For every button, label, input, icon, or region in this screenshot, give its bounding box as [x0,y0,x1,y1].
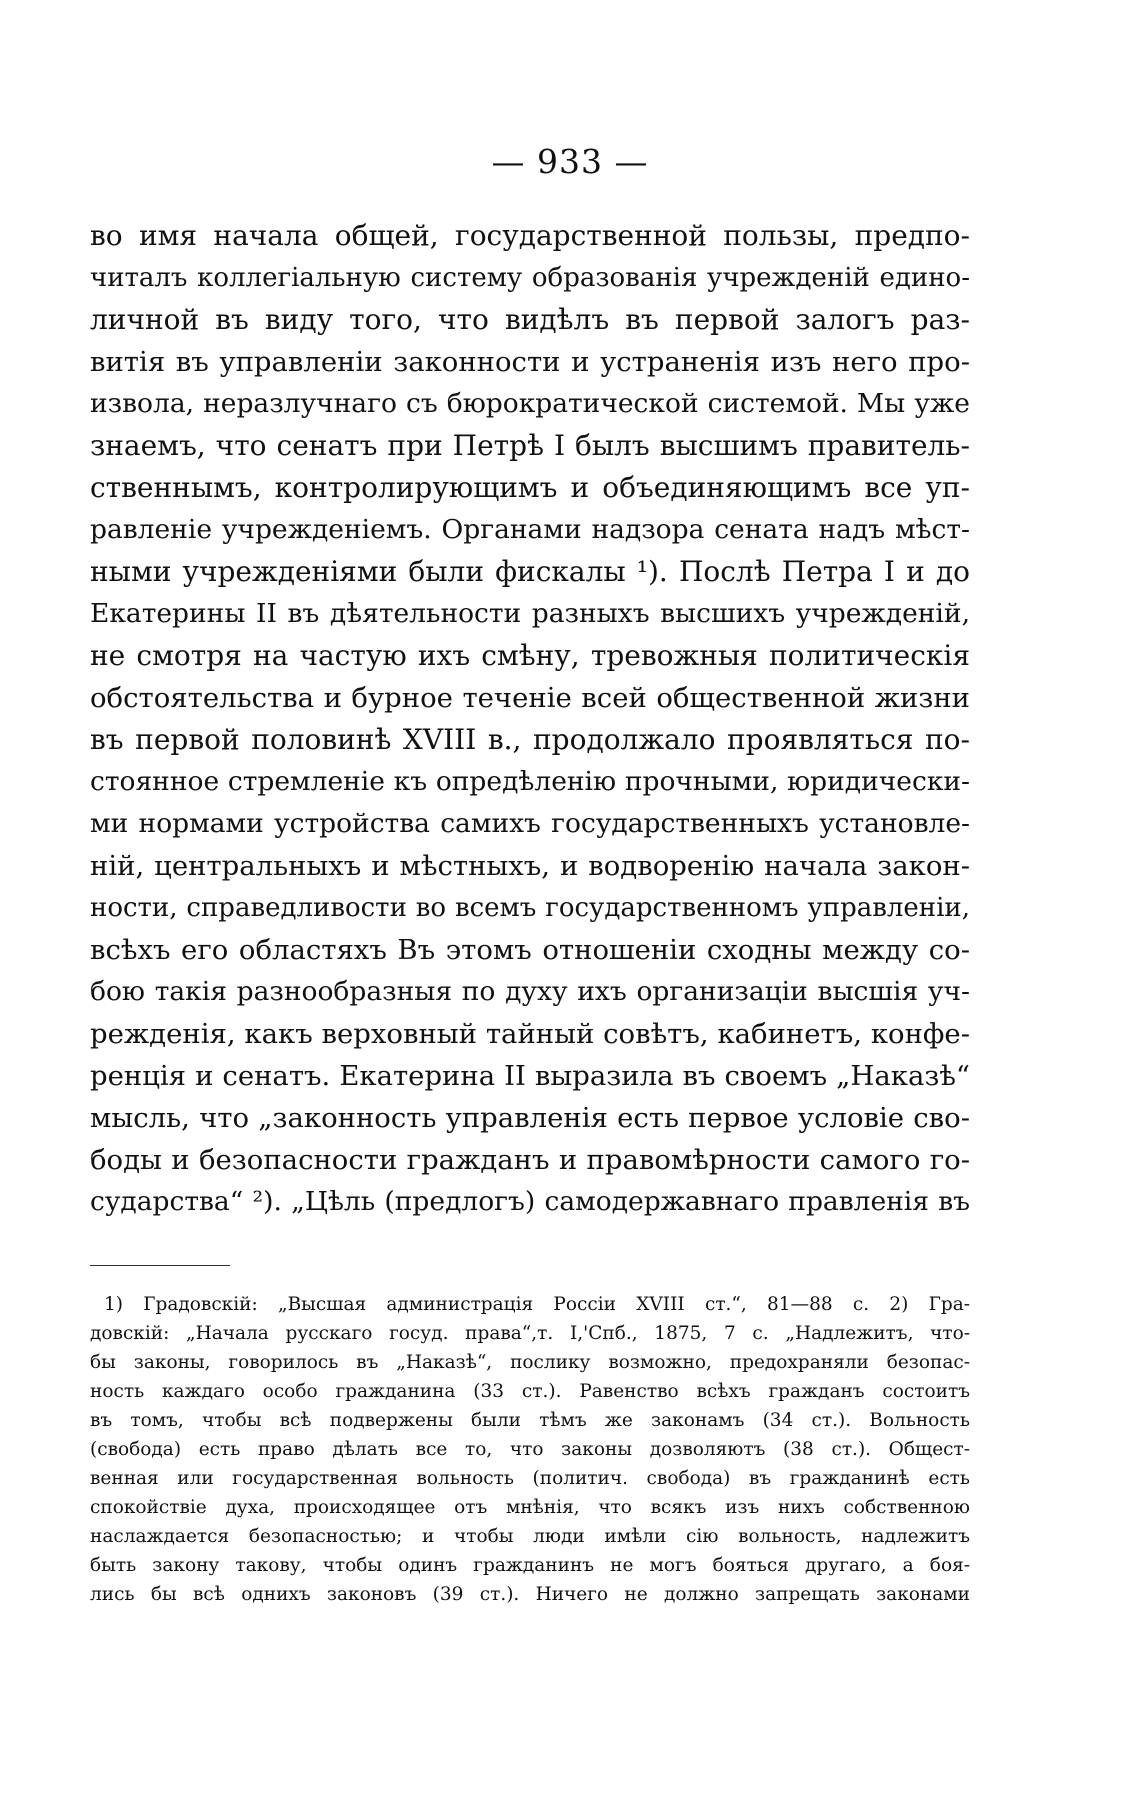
footnote-line: ность каждаго особо гражданина (33 ст.). Равенство всѣхъ гражданъ состоитъ [90,1381,970,1402]
text-line: ній, центральныхъ и мѣстныхъ, и водворенію начала закон- [90,850,970,882]
footnote-line: въ томъ, чтобы всѣ подвержены были тѣмъ же законамъ (34 ст.). Вольность [90,1410,970,1431]
text-line: обстоятельства и бурное теченіе всей общественной жизни [90,682,970,714]
text-line: во имя начала общей, государственной пользы, предпо- [90,219,970,252]
footnote-line: 1) Градовскій: „Высшая администрація Россіи XVIII ст.“, 81—88 с. 2) Гра- [104,1294,970,1315]
text-line: Екатерины II въ дѣятельности разныхъ высшихъ учрежденій, [90,598,970,629]
text-line: сударства“ ²). „Цѣль (предлогъ) самодержавнаго правленія въ [90,1186,970,1217]
text-line: въ первой половинѣ XVIII в., продолжало проявляться по- [90,723,970,756]
text-line: стоянное стремленіе къ опредѣленію прочными, юридически- [90,766,970,797]
text-line: извола, неразлучнаго съ бюрократической системой. Мы уже [90,388,970,419]
text-line: не смотря на частую ихъ смѣну, тревожныя политическія [90,639,970,672]
footnote-line: быть закону такову, чтобы одинъ гражданинъ не могъ бояться другаго, а боя- [90,1555,970,1576]
text-line: ными учрежденіями были фискалы ¹). Послѣ Петра I и до [90,555,970,588]
footnote-line: лись бы всѣ однихъ законовъ (39 ст.). Ничего не должно запрещать законами [90,1584,970,1605]
text-line: ми нормами устройства самихъ государственныхъ установле- [90,808,970,839]
text-line: ности, справедливости во всемъ государственномъ управленіи, [90,893,970,923]
footnote-line: венная или государственная вольность (политич. свобода) въ гражданинѣ есть [90,1468,970,1489]
text-line: ственнымъ, контролирующимъ и объединяющимъ все уп- [90,471,970,504]
text-line: бою такія разнообразныя по духу ихъ организаціи высшія уч- [90,976,970,1007]
footnote-line: (свобода) есть право дѣлать все то, что законы дозволяютъ (38 ст.). Общест- [90,1439,970,1460]
page-number: — 933 — [491,142,649,181]
main-text-block [90,215,970,1223]
text-line: всѣхъ его областяхъ Въ этомъ отношеніи сходны между со- [90,934,970,966]
text-line: витія въ управленіи законности и устраненія изъ него про- [90,346,970,378]
footnote-line: бы законы, говорилось въ „Наказѣ“, послику возможно, предохраняли безопас- [90,1352,970,1373]
text-line: мысль, что „законность управленія есть первое условіе сво- [90,1102,970,1134]
text-line: личной въ виду того, что видѣлъ въ первой залогъ раз- [90,303,970,336]
text-line: равленіе учрежденіемъ. Органами надзора сената надъ мѣст- [90,514,970,545]
footnote-line: наслаждается безопасностью; и чтобы люди имѣли сію вольность, надлежитъ [90,1526,970,1547]
text-line: режденія, какъ верховный тайный совѣтъ, кабинетъ, конфе- [90,1018,970,1050]
footnotes-block [90,1290,970,1609]
footnote-line: спокойствіе духа, происходящее отъ мнѣнія, что всякъ изъ нихъ собственною [90,1497,970,1518]
text-line: боды и безопасности гражданъ и правомѣрности самого го- [90,1144,970,1176]
text-line: знаемъ, что сенатъ при Петрѣ I былъ высшимъ правитель- [90,429,970,462]
footnote-separator [90,1265,230,1266]
footnote-line: довскій: „Начала русскаго госуд. права“,т. I,'Спб., 1875, 7 с. „Надлежитъ, что- [90,1323,970,1344]
text-line: ренція и сенатъ. Екатерина II выразила въ своемъ „Наказѣ“ [90,1060,970,1092]
text-line: читалъ коллегіальную систему образованія учрежденій едино- [90,263,970,293]
